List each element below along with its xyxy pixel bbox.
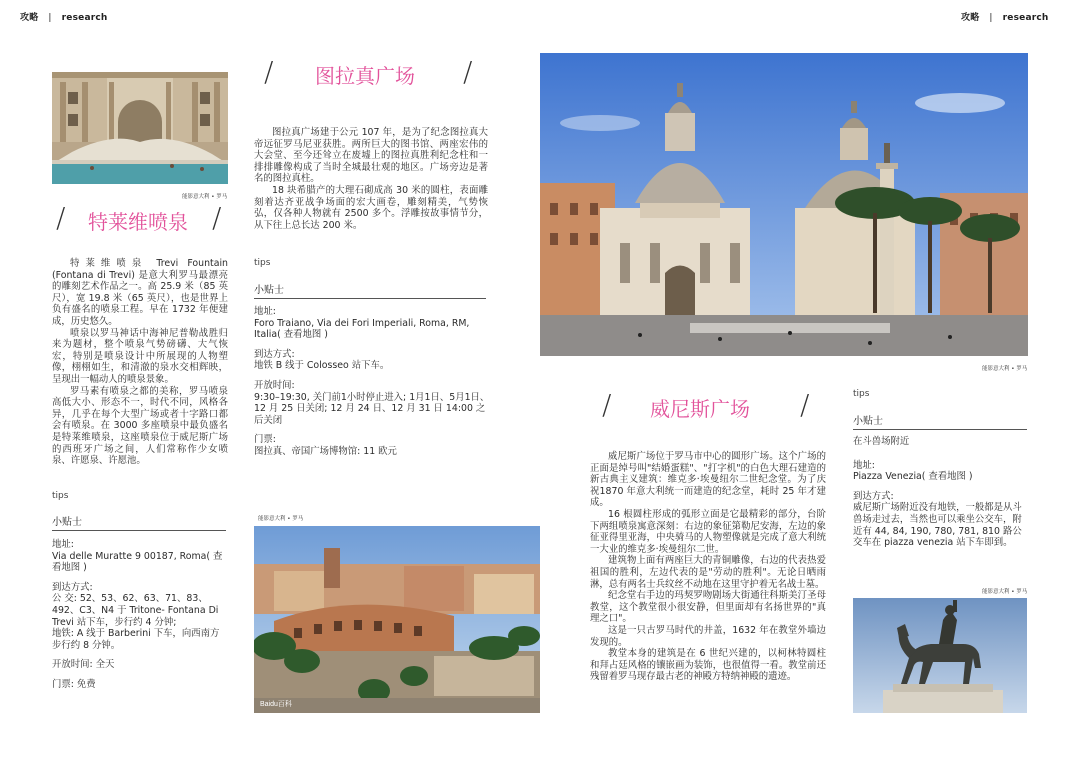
trevi-transport: 公 交: 52、53、62、63、71、83、492、C3、N4 于 Tritone- Fontana Di Trevi 站下车，步行约 4 分钟; xyxy=(52,593,219,628)
venice-paragraph: 这是一只古罗马时代的井盖，1632 年在教堂外墙边发现的。 xyxy=(590,624,826,648)
trevi-hours-label: 开放时间: xyxy=(52,659,93,671)
trevi-hours-group xyxy=(52,659,228,671)
trajan-transport-label: 到达方式: xyxy=(254,348,295,360)
trajan-body xyxy=(254,127,488,231)
header-left xyxy=(20,10,108,23)
trajan-slash-right: / xyxy=(463,55,473,88)
trevi-body xyxy=(52,258,228,467)
trajan-market-photo xyxy=(254,526,540,713)
trajan-info xyxy=(254,306,490,466)
trevi-title: 特莱维喷泉 xyxy=(88,210,188,234)
trajan-hours-group xyxy=(254,380,490,426)
venice-tips-heading: 小贴士 xyxy=(853,412,1027,430)
trevi-photo-caption: 能影意大利 • 罗马 xyxy=(182,194,228,200)
header-right xyxy=(961,10,1049,23)
trevi-tips-label: tips xyxy=(52,491,69,501)
trevi-transport-group xyxy=(52,582,228,652)
trajan-transport: 地铁 B 线于 Colosseo 站下车。 xyxy=(254,360,390,372)
trevi-ticket: 免费 xyxy=(76,678,96,690)
trajan-ticket-label: 门票: xyxy=(254,434,276,446)
trevi-slash-right: / xyxy=(212,201,222,234)
trevi-transport-label: 到达方式: xyxy=(52,581,93,593)
venice-square-photo xyxy=(540,53,1028,356)
trajan-hours: 9:30–19:30, 关门前1小时停止进入; 1月1日、5月1日、12 月 25 日关闭; 12 月 24 日、12 月 31 日 14:00 之后关闭 xyxy=(254,391,490,426)
trevi-ticket-group xyxy=(52,679,228,691)
venice-address-group xyxy=(853,460,1029,483)
trajan-address-group xyxy=(254,306,490,341)
trevi-paragraph: 罗马素有喷泉之都的美称，罗马喷泉高低大小、形态不一，时代不同，风格各异，几乎在每个大型广场或者十字路口都会有喷泉。在 3000 多座喷泉中最负盛名是特莱维喷泉，这座喷泉位于威尼斯广场的西班牙广场之间，人们常称作少女喷泉、许愿泉、许愿池。 xyxy=(52,385,228,467)
trevi-tips-heading: 小贴士 xyxy=(52,513,226,531)
trevi-hours: 全天 xyxy=(95,659,115,671)
trajan-ticket-group xyxy=(254,434,490,457)
venice-slash-left: / xyxy=(602,388,612,421)
header-right-sep: | xyxy=(989,13,993,23)
trajan-paragraph: 图拉真广场建于公元 107 年，是为了纪念图拉真大帝远征罗马尼亚获胜。两所巨大的图书馆、两座宏伟的大会堂、至今还耸立在废墟上的图拉真胜利纪念柱和一排排雕像构成了当时全城最壮观的地区。广场旁边是著名的图拉真柱。 xyxy=(254,127,488,185)
equestrian-statue-photo xyxy=(853,598,1027,713)
trajan-address-label: 地址: xyxy=(254,306,276,317)
trajan-paragraph: 18 块希腊产的大理石砌成高 30 米的圆柱，表面雕刻着达齐亚战争场面的宏大画卷，雕刻精美，气势恢弘，仅各种人物就有 2500 多个。浮雕按故事情节分，从下往上总长达 200 米。 xyxy=(254,184,488,231)
trevi-fountain-photo xyxy=(52,72,228,184)
baidu-watermark: Baidu百科 xyxy=(260,701,292,708)
header-left-a: 攻略 xyxy=(20,13,39,23)
header-left-b: research xyxy=(61,13,108,23)
venice-info xyxy=(853,436,1029,557)
trajan-tips-label: tips xyxy=(254,258,271,268)
trajan-address[interactable]: Foro Traiano, Via dei Fori Imperiali, Roma, RM, Italia( 查看地图 ) xyxy=(254,317,470,341)
venice-title: 威尼斯广场 xyxy=(650,397,750,421)
trajan-transport-group xyxy=(254,349,490,372)
venice-paragraph: 教堂本身的建筑是在 6 世纪兴建的，以柯林特圆柱和拜占廷风格的镶嵌画为装饰，也很值得一看。教堂前还残留着罗马现存最古老的神殿方特纳神殿的遗迹。 xyxy=(590,648,826,683)
header-right-b: research xyxy=(1002,13,1049,23)
trajan-slash-left: / xyxy=(264,55,274,88)
venice-transport-label: 到达方式: xyxy=(853,490,894,502)
venice-near: 在斗兽场附近 xyxy=(853,436,910,447)
trevi-address-group xyxy=(52,539,228,574)
trevi-paragraph: 特莱维喷泉 Trevi Fountain (Fontana di Trevi) 是意大利罗马最漂亮的雕刻艺术作品之一。高 25.9 米（85 英尺），宽 19.8 米（65 英尺），也是世界上负有盛名的喷泉工程。早在 1732 年便建成，历史悠久。 xyxy=(52,258,228,327)
trajan-tips-heading: 小贴士 xyxy=(254,281,486,299)
venice-paragraph: 16 根圆柱形成的弧形立面是它最精彩的部分，台阶下两组喷泉寓意深刻：右边的象征第勒尼安海，左边的象征亚得里亚海，中央骑马的人物塑像就是完成了意大利统一大业的维克多·埃曼纽尔二世。 xyxy=(590,508,826,555)
venice-transport-group xyxy=(853,491,1029,549)
trevi-ticket-label: 门票: xyxy=(52,678,74,690)
trajan-photo-caption: 能影意大利 • 罗马 xyxy=(258,516,304,522)
trajan-hours-label: 开放时间: xyxy=(254,379,295,391)
venice-paragraph: 威尼斯广场位于罗马市中心的圆形广场。这个广场的正面是绰号叫"结婚蛋糕"、"打字机"的白色大理石建造的新古典主义建筑：维克多·埃曼纽尔二世纪念堂。为了庆祝1870 年意大利统一而建造的纪念堂，耗时 25 年才建成。 xyxy=(590,451,826,509)
venice-photo-caption: 能影意大利 • 罗马 xyxy=(982,366,1028,372)
venice-slash-right: / xyxy=(800,388,810,421)
trevi-address-label: 地址: xyxy=(52,539,74,550)
trevi-address[interactable]: Via delle Muratte 9 00187, Roma( 查看地图 ) xyxy=(52,550,223,574)
venice-body xyxy=(590,451,826,683)
header-right-a: 攻略 xyxy=(961,13,980,23)
venice-paragraph: 建筑物上面有两座巨大的青铜雕像，右边的代表热爱祖国的胜利，左边代表的是"劳动的胜利"。无论日晒雨淋，总有两名士兵纹丝不动地在这里守护着无名战士墓。 xyxy=(590,555,826,590)
trajan-ticket: 图拉真、帝国广场博物馆: 11 欧元 xyxy=(254,445,397,457)
trevi-info xyxy=(52,539,228,699)
trevi-metro: 地铁: A 线于 Barberini 下车，向西南方步行约 8 分钟。 xyxy=(52,628,220,651)
venice-transport: 威尼斯广场附近没有地铁，一般都是从斗兽场走过去，当然也可以乘坐公交车，附近有 44, 84, 190, 780, 781, 810 路公交车在 piazza venezia 站下车即到。 xyxy=(853,502,1022,549)
venice-address[interactable]: Piazza Venezia( 查看地图 ) xyxy=(853,471,973,483)
header-left-sep: | xyxy=(48,13,52,23)
statue-photo-caption: 能影意大利 • 罗马 xyxy=(982,589,1028,595)
trevi-slash-left: / xyxy=(56,201,66,234)
venice-tips-label: tips xyxy=(853,389,870,399)
trevi-paragraph: 喷泉以罗马神话中海神尼普勒战胜归来为题材，整个喷泉气势磅礴、大气恢宏，特别是喷泉设计中所展现的人物塑像，栩栩如生，和清澈的泉水交相辉映，呈现出一幅动人的喷泉景象。 xyxy=(52,327,228,385)
venice-address-label: 地址: xyxy=(853,459,875,471)
venice-paragraph: 纪念堂右手边的玛契罗吻剧场大街通往科斯美汀圣母教堂，这个教堂很小很安静，但里面却有名扬世界的"真理之口"。 xyxy=(590,590,826,625)
trajan-title: 图拉真广场 xyxy=(315,64,415,88)
